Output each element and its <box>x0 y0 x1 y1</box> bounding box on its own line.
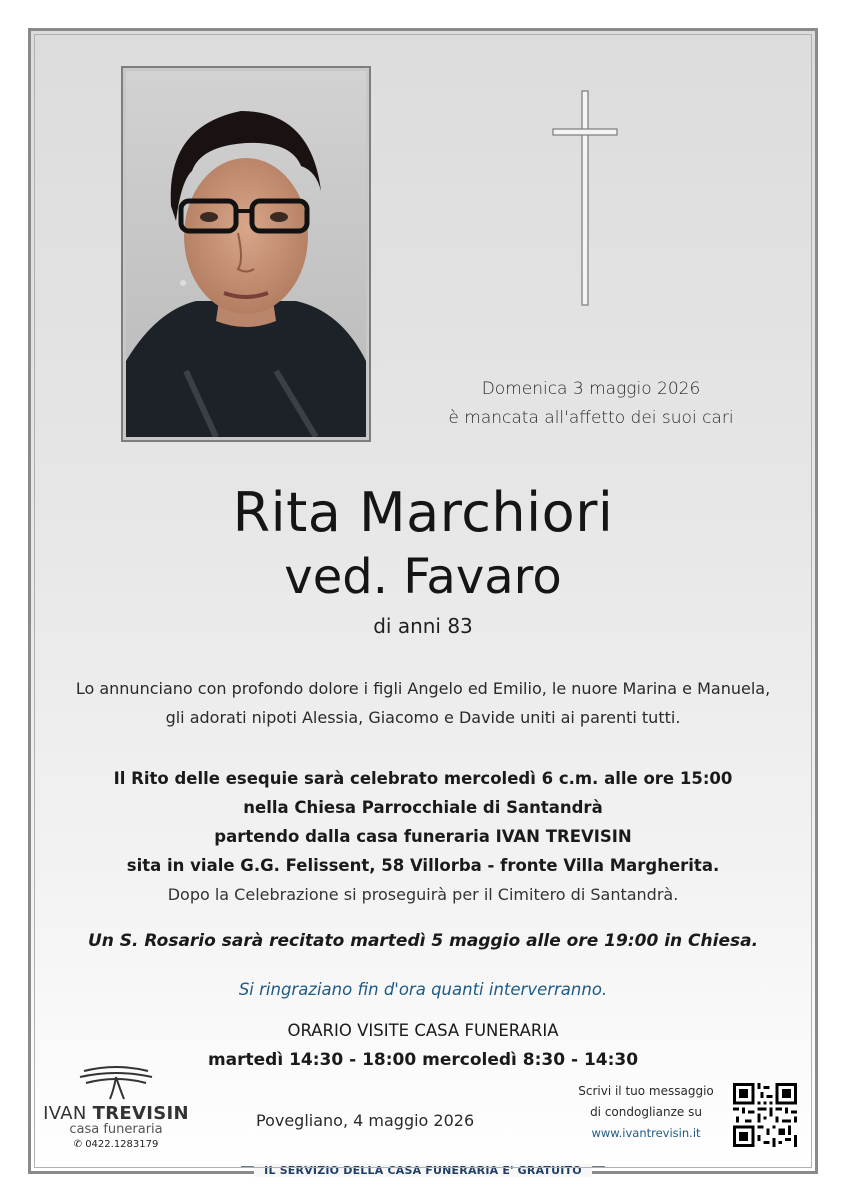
rites-line: Dopo la Celebrazione si proseguirà per il Cimitero di Santandrà. <box>167 885 679 904</box>
phone-icon: ✆ <box>73 1139 86 1150</box>
condolences-line: di condoglianze su <box>590 1105 702 1119</box>
logo-subtitle: casa funeraria <box>69 1122 163 1137</box>
portrait-image <box>126 71 366 437</box>
logo-brand-first: IVAN <box>43 1103 93 1124</box>
death-date: Domenica 3 maggio 2026 <box>481 379 701 399</box>
family-announcement <box>51 674 795 732</box>
thanks-note: Si ringraziano fin d'ora quanti interverranno. <box>238 980 608 999</box>
tree-logo-icon <box>76 1063 156 1101</box>
logo-brand-second: TREVISIN <box>92 1103 189 1124</box>
phone-number: 0422.1283179 <box>85 1139 159 1150</box>
deceased-age: di anni 83 <box>373 614 473 638</box>
rites-line: Il Rito delle esequie sarà celebrato mercoledì 6 c.m. alle ore 15:00 <box>113 769 733 788</box>
condolences-box <box>571 1081 721 1144</box>
logo-brand <box>41 1103 191 1124</box>
footer-note <box>31 1159 815 1178</box>
funeral-rites <box>51 764 795 909</box>
rites-line: sita in viale G.G. Felissent, 58 Villorba - fronte Villa Margherita. <box>126 856 720 875</box>
condolences-line: Scrivi il tuo messaggio <box>578 1084 714 1098</box>
death-announcement <box>411 375 771 433</box>
visits-hours: martedì 14:30 - 18:00 mercoledì 8:30 - 14:30 <box>207 1050 639 1070</box>
qr-code-icon[interactable] <box>733 1083 797 1147</box>
place-date: Povegliano, 4 maggio 2026 <box>256 1111 475 1130</box>
rites-line: partendo dalla casa funeraria IVAN TREVISIN <box>214 827 632 846</box>
funeral-home-logo <box>41 1063 191 1159</box>
cross-icon <box>551 89 621 307</box>
death-phrase: è mancata all'affetto dei suoi cari <box>448 408 734 428</box>
visits-title: ORARIO VISITE CASA FUNERARIA <box>287 1021 559 1040</box>
portrait-photo <box>121 66 371 442</box>
deceased-married-name: ved. Favaro <box>284 549 562 605</box>
footer-note-text: IL SERVIZIO DELLA CASA FUNERARIA E' GRATUITO <box>254 1164 592 1177</box>
family-line: Lo annunciano con profondo dolore i figli Angelo ed Emilio, le nuore Marina e Manuela, <box>75 679 771 698</box>
family-line: gli adorati nipoti Alessia, Giacomo e Davide uniti ai parenti tutti. <box>165 708 681 727</box>
obituary-card <box>28 28 818 1177</box>
logo-phone <box>41 1139 191 1150</box>
deceased-name: Rita Marchiori <box>232 481 614 544</box>
rites-line: nella Chiesa Parrocchiale di Santandrà <box>243 798 603 817</box>
rosary-notice: Un S. Rosario sarà recitato martedì 5 maggio alle ore 19:00 in Chiesa. <box>87 931 759 951</box>
condolences-link[interactable]: www.ivantrevisin.it <box>591 1126 701 1140</box>
